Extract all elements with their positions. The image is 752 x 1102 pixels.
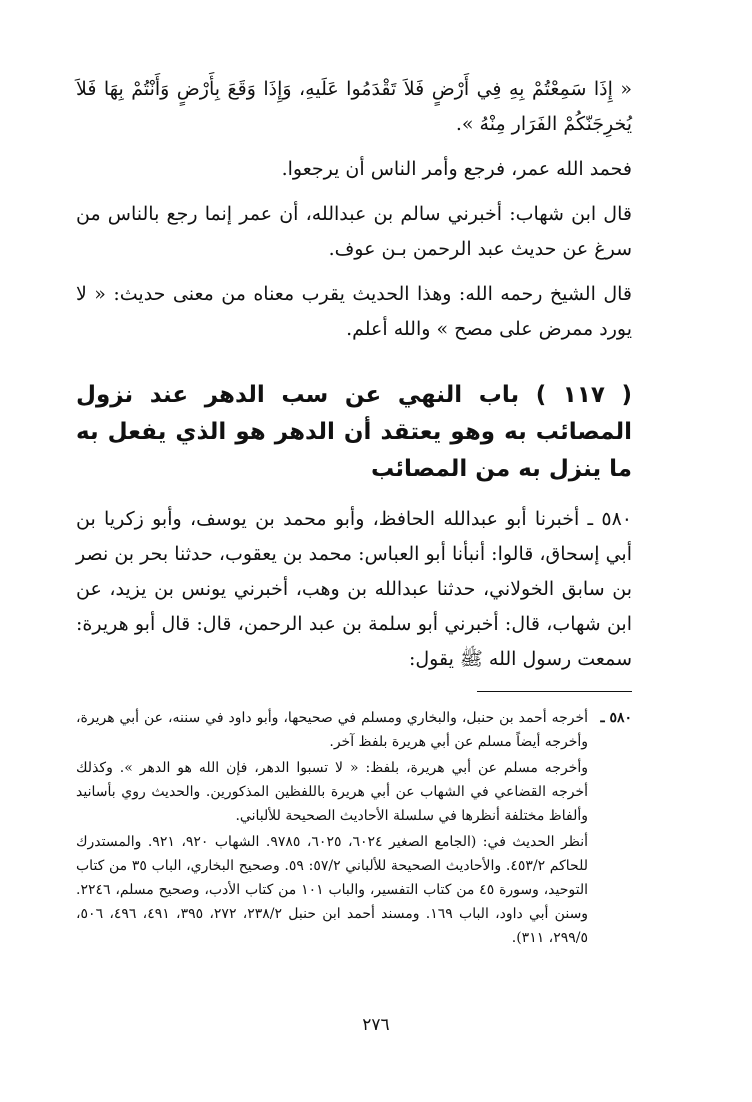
paragraph-umar-praise: فحمد الله عمر، فرجع وأمر الناس أن يرجعوا. — [281, 158, 632, 180]
paragraph-ibn-shihab: قال ابن شهاب: أخبرني سالم بن عبدالله، أن عمر إنما رجع بالناس من سرغ عن حديث عبد الرحمن بـن عوف. — [76, 203, 632, 260]
paragraph-sheikh-comment: قال الشيخ رحمه الله: وهذا الحديث يقرب معناه من معنى حديث: « لا يورد ممرض على مصح » والله أعلم. — [76, 283, 632, 340]
page-number: ٢٧٦ — [362, 1015, 390, 1035]
footnote-number: ٥٨٠ ـ — [600, 710, 632, 726]
footnote-paragraph-2: وأخرجه مسلم عن أبي هريرة، بلفظ: « لا تسبوا الدهر، فإن الله هو الدهر ». وكذلك أخرجه القضاعي في الشهاب عن أبي هريرة باللفظين المذكورين. والحديث روي بأسانيد وألفاظ مختلفة أنظرها في سلسلة الأحاديث الصحيحة للألباني. — [76, 760, 588, 824]
footnote-580 — [76, 706, 632, 952]
footnote-paragraph-1: أخرجه أحمد بن حنبل، والبخاري ومسلم في صحيحها، وأبو داود في سننه، عن أبي هريرة، وأخرجه أيضاً مسلم عن أبي هريرة بلفظ آخر. — [76, 710, 588, 750]
footnote-body — [76, 706, 588, 952]
footnote-divider — [477, 691, 632, 692]
chapter-heading: ( ١١٧ ) باب النهي عن سب الدهر عند نزول المصائب به وهو يعتقد أن الدهر هو الذي يفعل به ما ينزل به من المصائب — [76, 382, 632, 482]
hadith-quote: « إِذَا سَمِعْتُمْ بِهِ فِي أَرْضٍ فَلاَ تَقْدَمُوا عَلَيهِ، وَإِذَا وَقَعَ بِأَرْضٍ وَأَنْتُمْ بِهَا فَلاَ يُخرِجَنّكُمْ الفَرَار مِنْهُ ». — [76, 78, 632, 135]
hadith-580-isnad: ٥٨٠ ـ أخبرنا أبو عبدالله الحافظ، وأبو محمد بن يوسف، وأبو زكريا بن أبي إسحاق، قالوا: أنبأنا أبو العباس: محمد بن يعقوب، حدثنا بحر بن نصر بن سابق الخولاني، حدثنا عبدالله بن وهب، أخبرني يونس بن يزيد، عن ابن شهاب، قال: أخبرني أبو سلمة بن عبد الرحمن، قال: قال أبو هريرة: سمعت رسول الله ﷺ يقول: — [76, 508, 632, 670]
footnote-paragraph-3: أنظر الحديث في: (الجامع الصغير ٦٠٢٤، ٦٠٢٥، ٩٧٨٥. الشهاب ٩٢٠، ٩٢١. والمستدرك للحاكم ٤٥٣/٢. والأحاديث الصحيحة للألباني ٥٧/٢: ٥٩. وصحيح البخاري، الباب ٣٥ من كتاب التوحيد، وسورة ٤٥ من كتاب التفسير، والباب ١٠١ من كتاب الأدب، وصحيح مسلم، ٢٢٤٦. وسنن أبي داود، الباب ١٦٩. ومسند أحمد ابن حنبل ٢٣٨/٢، ٢٧٢، ٣٩٥، ٤٩١، ٤٩٦، ٥٠٦، ٢٩٩/٥، ٣١١). — [76, 834, 589, 946]
